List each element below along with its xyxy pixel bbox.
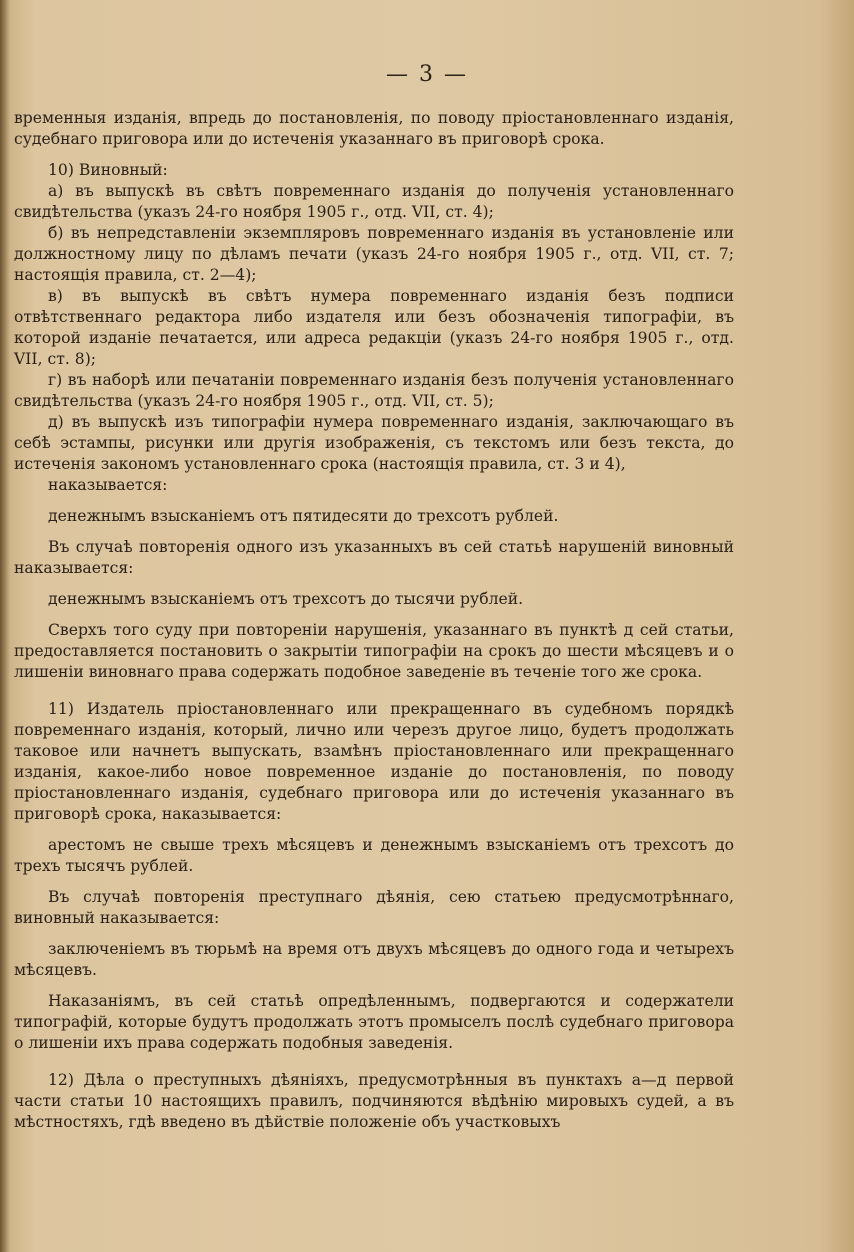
article-10-heading: 10) Виновный: [48, 161, 168, 179]
clause-v: в) въ выпускѣ въ свѣтъ нумера повременнаго изданія безъ подписи отвѣтственнаго редактора либо издателя или безъ обозначенія типографіи, въ которой изданіе печатается, или адреса редакціи (указъ 24-го ноября 1905 г., отд. VII, ст. 8); [14, 287, 734, 368]
penalty-intro: наказывается: [48, 476, 168, 494]
page-number: — 3 — [386, 62, 468, 87]
paragraph: Сверхъ того суду при повтореніи нарушенія, указаннаго въ пунктѣ д сей статьи, предоставляется постановить о закрытіи типографіи на срокъ до шести мѣсяцевъ и о лишеніи виновнаго права содержать подобное заведеніе въ теченіе того же срока. [14, 621, 734, 681]
paragraph: временныя изданія, впредь до постановленія, по поводу пріостановленнаго изданія, судебнаго приговора или до истеченія указаннаго въ приговорѣ срока. [14, 109, 734, 148]
paragraph: Въ случаѣ повторенія одного изъ указанныхъ въ сей статьѣ нарушеній виновный наказывается: [14, 538, 734, 577]
clause-b: б) въ непредставленіи экземпляровъ повременнаго изданія въ установленіе или должностному лицу по дѣламъ печати (указъ 24-го ноября 1905 г., отд. VII, ст. 7; настоящія правила, ст. 2—4); [14, 224, 734, 284]
paragraph: Наказаніямъ, въ сей статьѣ опредѣленнымъ, подвергаются и содержатели типографій, которые будутъ продолжать этотъ промыселъ послѣ судебнаго приговора о лишеніи ихъ права содержать подобныя заведенія. [14, 992, 734, 1052]
article-11: 11) Издатель пріостановленнаго или прекращеннаго въ судебномъ порядкѣ повременнаго изданія, который, лично или черезъ другое лицо, будетъ продолжать таковое или начнетъ выпускать, взамѣнъ пріостановленнаго или прекращеннаго изданія, какое-либо новое повременное изданіе до постановленія, по поводу пріостановленнаго изданія, судебнаго приговора или до истеченія указаннаго въ приговорѣ срока, наказывается: [14, 700, 734, 823]
paragraph: Въ случаѣ повторенія преступнаго дѣянія, сею статьею предусмотрѣннаго, виновный наказывается: [14, 888, 734, 927]
clause-g: г) въ наборѣ или печатаніи повременнаго изданія безъ полученія установленнаго свидѣтельства (указъ 24-го ноября 1905 г., отд. VII, ст. 5); [14, 371, 734, 410]
body-text [14, 108, 734, 1133]
clause-a: а) въ выпускѣ въ свѣтъ повременнаго изданія до полученія установленнаго свидѣтельства (указъ 24-го ноября 1905 г., отд. VII, ст. 4); [14, 182, 734, 221]
clause-d: д) въ выпускѣ изъ типографіи нумера повременнаго изданія, заключающаго въ себѣ эстампы, рисунки или другія изображенія, съ текстомъ или безъ текста, до истеченія закономъ установленнаго срока (настоящія правила, ст. 3 и 4), [14, 413, 734, 473]
article-12: 12) Дѣла о преступныхъ дѣяніяхъ, предусмотрѣнныя въ пунктахъ а—д первой части статьи 10 настоящихъ правилъ, подчиняются вѣдѣнію мировыхъ судей, а въ мѣстностяхъ, гдѣ введено въ дѣйствіе положеніе объ участковыхъ [14, 1071, 734, 1131]
page-edge-shadow [0, 0, 10, 1252]
penalty-text: денежнымъ взысканіемъ отъ пятидесяти до трехсотъ рублей. [48, 507, 559, 525]
penalty-text: денежнымъ взысканіемъ отъ трехсотъ до тысячи рублей. [48, 590, 524, 608]
penalty-text: заключеніемъ въ тюрьмѣ на время отъ двухъ мѣсяцевъ до одного года и четырехъ мѣсяцевъ. [14, 940, 734, 979]
penalty-text: арестомъ не свыше трехъ мѣсяцевъ и денежнымъ взысканіемъ отъ трехсотъ до трехъ тысячъ рублей. [14, 836, 734, 875]
